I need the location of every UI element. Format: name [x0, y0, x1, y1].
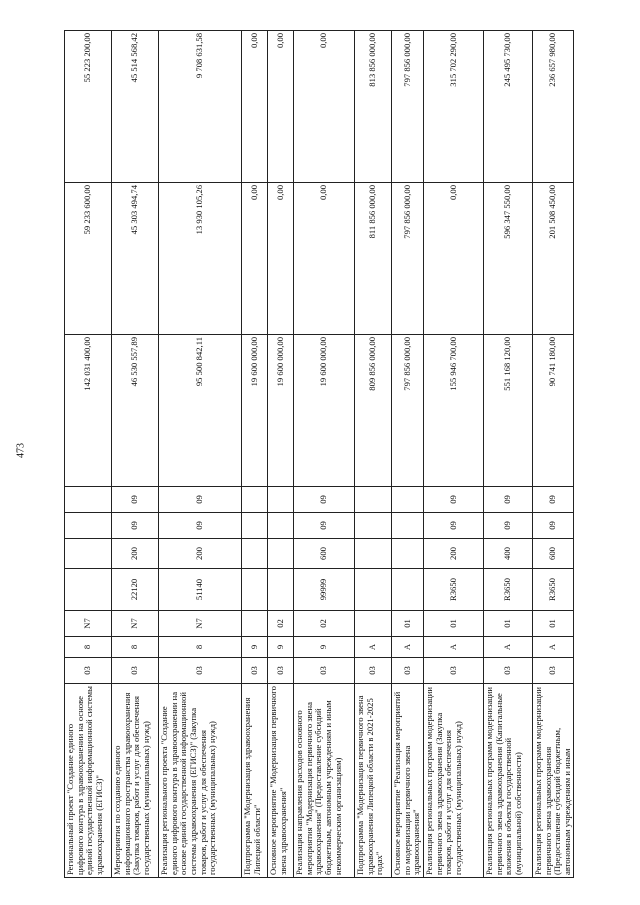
code-cell	[392, 539, 424, 569]
table-row	[392, 31, 424, 878]
row-name-cell: Подпрограмма "Модернизация здравоохранения Липецкой области"	[242, 684, 268, 878]
code-cell	[392, 513, 424, 539]
table-row	[355, 31, 392, 878]
code-cell: 9	[268, 637, 294, 658]
code-cell: N7	[159, 611, 242, 637]
budget-table-container	[64, 31, 572, 878]
rotated-table-layer	[64, 31, 572, 878]
amount-cell: 9 708 631,58	[159, 31, 242, 183]
amount-cell: 245 495 730,00	[483, 31, 532, 183]
code-cell: 09	[159, 487, 242, 513]
code-cell: 01	[392, 611, 424, 637]
table-row	[423, 31, 483, 878]
amount-cell: 55 223 200,00	[65, 31, 112, 183]
code-cell	[65, 569, 112, 611]
code-cell	[268, 539, 294, 569]
table-row	[159, 31, 242, 878]
table-row	[65, 31, 112, 878]
amount-cell: 797 856 000,00	[392, 31, 424, 183]
code-cell: 02	[268, 611, 294, 637]
code-cell: А	[392, 637, 424, 658]
code-cell	[355, 569, 392, 611]
code-cell: 8	[65, 637, 112, 658]
code-cell	[242, 487, 268, 513]
amount-cell: 45 514 568,42	[112, 31, 159, 183]
code-cell: 09	[159, 513, 242, 539]
code-cell	[65, 539, 112, 569]
table-row	[268, 31, 294, 878]
code-cell: 09	[423, 487, 483, 513]
amount-cell: 19 600 000,00	[268, 335, 294, 487]
code-cell: 02	[294, 611, 355, 637]
code-cell: 01	[483, 611, 532, 637]
code-cell: 09	[294, 513, 355, 539]
code-cell: А	[423, 637, 483, 658]
code-cell	[355, 611, 392, 637]
code-cell: N7	[65, 611, 112, 637]
code-cell: 09	[112, 513, 159, 539]
amount-cell: 596 347 550,00	[483, 183, 532, 335]
code-cell: 09	[532, 513, 574, 539]
code-cell: А	[483, 637, 532, 658]
amount-cell: 809 856 000,00	[355, 335, 392, 487]
code-cell: 600	[532, 539, 574, 569]
code-cell: А	[532, 637, 574, 658]
amount-cell: 0,00	[242, 31, 268, 183]
row-name-cell: Мероприятия по созданию единого информационного пространства здравоохранения (Закупка товаров, работ и услуг для обеспечения государственных (муниципальных) нужд)	[112, 684, 159, 878]
code-cell: 09	[423, 513, 483, 539]
code-cell	[242, 569, 268, 611]
amount-cell: 0,00	[423, 183, 483, 335]
amount-cell: 236 657 980,00	[532, 31, 574, 183]
amount-cell: 19 600 000,00	[294, 335, 355, 487]
code-cell: 01	[423, 611, 483, 637]
row-name-cell: Региональный проект "Создание единого цифрового контура в здравоохранении на основе единой государственной информационной системы здравоохранения (ЕГИСЗ)"	[65, 684, 112, 878]
code-cell: 09	[532, 487, 574, 513]
code-cell: 03	[423, 658, 483, 684]
code-cell: 03	[294, 658, 355, 684]
code-cell	[355, 513, 392, 539]
code-cell: 51140	[159, 569, 242, 611]
amount-cell: 551 168 120,00	[483, 335, 532, 487]
amount-cell: 797 856 000,00	[392, 183, 424, 335]
code-cell: 9	[242, 637, 268, 658]
amount-cell: 0,00	[268, 183, 294, 335]
amount-cell: 45 303 494,74	[112, 183, 159, 335]
code-cell	[392, 487, 424, 513]
code-cell: 600	[294, 539, 355, 569]
code-cell: R3650	[532, 569, 574, 611]
amount-cell: 811 856 000,00	[355, 183, 392, 335]
amount-cell: 13 930 105,26	[159, 183, 242, 335]
code-cell: 03	[159, 658, 242, 684]
code-cell: 09	[294, 487, 355, 513]
code-cell: 400	[483, 539, 532, 569]
table-row	[112, 31, 159, 878]
row-name-cell: Подпрограмма "Модернизация первичного звена здравоохранения Липецкой области в 2021-2025 годах"	[355, 684, 392, 878]
amount-cell: 155 946 700,00	[423, 335, 483, 487]
row-name-cell: Основное мероприятие "Модернизация первичного звена здравоохранения"	[268, 684, 294, 878]
row-name-cell: Основное мероприятие "Реализация мероприятий по модернизации первичного звена здравоохранения"	[392, 684, 424, 878]
code-cell: 09	[483, 513, 532, 539]
code-cell: 03	[355, 658, 392, 684]
code-cell	[268, 513, 294, 539]
code-cell: 99999	[294, 569, 355, 611]
page-number: 473	[15, 443, 27, 458]
row-name-cell: Реализация региональных программ модернизации первичного звена здравоохранения (Предоставление субсидий бюджетным, автономным учреждениям и иным	[532, 684, 574, 878]
table-row	[532, 31, 574, 878]
code-cell: 9	[294, 637, 355, 658]
row-name-cell: Реализация направления расходов основного мероприятия "Модернизация первичного звена здравоохранения" (Предоставление субсидий бюджетным, автономным учреждениям и иным некоммерческим организациям)	[294, 684, 355, 878]
code-cell	[355, 539, 392, 569]
amount-cell: 95 500 842,11	[159, 335, 242, 487]
code-cell: R3650	[483, 569, 532, 611]
code-cell	[242, 611, 268, 637]
code-cell	[65, 513, 112, 539]
row-name-cell: Реализация региональных программ модернизации первичного звена здравоохранения (Капитальные вложения в объекты государственной (муниципальной) собственности)	[483, 684, 532, 878]
row-name-cell: Реализация регионального проекта "Создание единого цифрового контура в здравоохранении на основе единой государственной информационной системы здравоохранения (ЕГИСЗ)" (Закупка товаров, работ и услуг для обеспечения государственных (муниципальных) нужд)	[159, 684, 242, 878]
code-cell: 22120	[112, 569, 159, 611]
code-cell	[65, 487, 112, 513]
amount-cell: 0,00	[294, 183, 355, 335]
code-cell: 03	[532, 658, 574, 684]
amount-cell: 142 031 400,00	[65, 335, 112, 487]
amount-cell: 201 508 450,00	[532, 183, 574, 335]
amount-cell: 0,00	[294, 31, 355, 183]
code-cell: 200	[423, 539, 483, 569]
table-row	[483, 31, 532, 878]
code-cell: 8	[159, 637, 242, 658]
amount-cell: 59 233 600,00	[65, 183, 112, 335]
code-cell	[355, 487, 392, 513]
code-cell: 09	[483, 487, 532, 513]
code-cell: 03	[392, 658, 424, 684]
amount-cell: 0,00	[242, 183, 268, 335]
amount-cell: 46 530 557,89	[112, 335, 159, 487]
code-cell	[268, 487, 294, 513]
code-cell: 03	[483, 658, 532, 684]
code-cell: 09	[112, 487, 159, 513]
code-cell	[242, 539, 268, 569]
code-cell: 03	[112, 658, 159, 684]
amount-cell: 813 856 000,00	[355, 31, 392, 183]
code-cell	[242, 513, 268, 539]
code-cell: А	[355, 637, 392, 658]
amount-cell: 19 600 000,00	[242, 335, 268, 487]
code-cell	[392, 569, 424, 611]
amount-cell: 797 856 000,00	[392, 335, 424, 487]
table-row	[294, 31, 355, 878]
code-cell: 03	[242, 658, 268, 684]
row-name-cell: Реализация региональных программ модернизации первичного звена здравоохранения (Закупка товаров, работ и услуг для обеспечения государственных (муниципальных) нужд)	[423, 684, 483, 878]
amount-cell: 90 741 180,00	[532, 335, 574, 487]
code-cell: 8	[112, 637, 159, 658]
code-cell: N7	[112, 611, 159, 637]
code-cell: 200	[112, 539, 159, 569]
code-cell: 03	[65, 658, 112, 684]
budget-table	[64, 30, 574, 878]
code-cell: 01	[532, 611, 574, 637]
code-cell	[268, 569, 294, 611]
code-cell: 200	[159, 539, 242, 569]
amount-cell: 0,00	[268, 31, 294, 183]
code-cell: R3650	[423, 569, 483, 611]
amount-cell: 315 702 290,00	[423, 31, 483, 183]
code-cell: 03	[268, 658, 294, 684]
table-row	[242, 31, 268, 878]
